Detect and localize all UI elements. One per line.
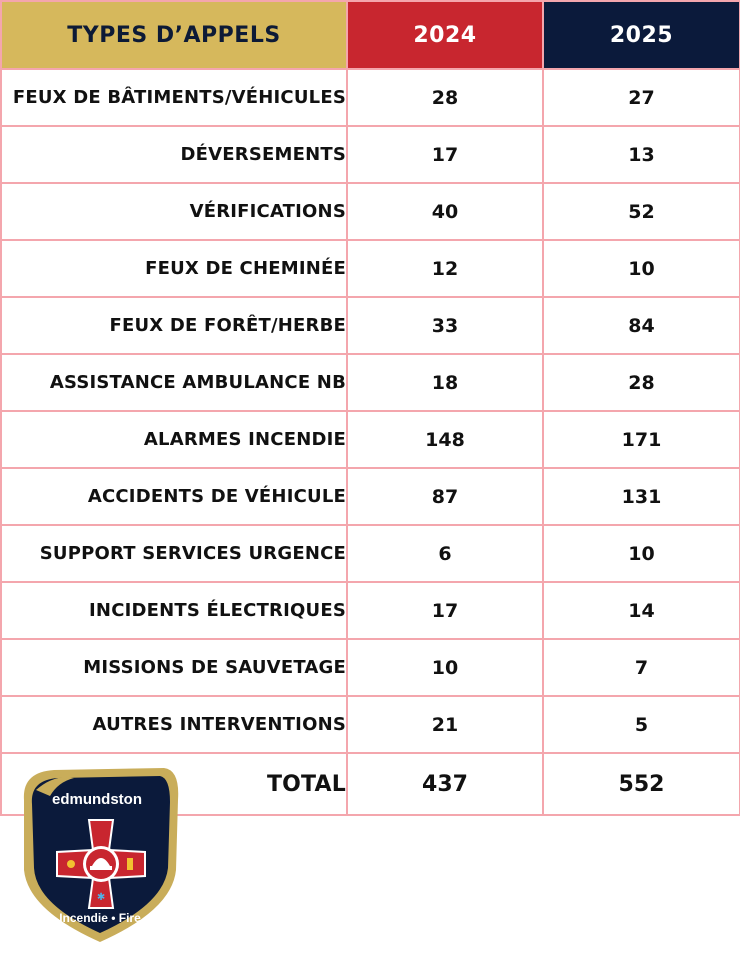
row-label: ACCIDENTS DE VÉHICULE	[1, 468, 347, 525]
row-label: FEUX DE BÂTIMENTS/VÉHICULES	[1, 69, 347, 126]
row-value-2024: 6	[347, 525, 543, 582]
total-2024: 437	[347, 753, 543, 815]
table-row	[1, 126, 740, 183]
row-value-2025: 5	[543, 696, 740, 753]
row-value-2025: 28	[543, 354, 740, 411]
row-label: VÉRIFICATIONS	[1, 183, 347, 240]
table-row	[1, 468, 740, 525]
row-value-2024: 33	[347, 297, 543, 354]
row-label: MISSIONS DE SAUVETAGE	[1, 639, 347, 696]
row-label: INCIDENTS ÉLECTRIQUES	[1, 582, 347, 639]
row-value-2024: 40	[347, 183, 543, 240]
row-value-2024: 148	[347, 411, 543, 468]
row-value-2025: 14	[543, 582, 740, 639]
header-types: TYPES D’APPELS	[1, 1, 347, 69]
row-value-2025: 131	[543, 468, 740, 525]
row-label: ALARMES INCENDIE	[1, 411, 347, 468]
logo-brand-text: edmundston	[52, 791, 142, 808]
row-value-2025: 10	[543, 525, 740, 582]
svg-text:✱: ✱	[96, 892, 106, 903]
table-row	[1, 240, 740, 297]
row-value-2025: 171	[543, 411, 740, 468]
row-value-2024: 28	[347, 69, 543, 126]
row-value-2025: 10	[543, 240, 740, 297]
row-label: FEUX DE FORÊT/HERBE	[1, 297, 347, 354]
row-value-2025: 84	[543, 297, 740, 354]
table-row	[1, 69, 740, 126]
row-label: SUPPORT SERVICES URGENCE	[1, 525, 347, 582]
table-row	[1, 297, 740, 354]
row-value-2025: 27	[543, 69, 740, 126]
row-value-2025: 13	[543, 126, 740, 183]
total-2025: 552	[543, 753, 740, 815]
header-row	[1, 1, 740, 69]
total-label: TOTAL	[1, 753, 347, 815]
row-label: AUTRES INTERVENTIONS	[1, 696, 347, 753]
row-value-2024: 21	[347, 696, 543, 753]
table-row	[1, 696, 740, 753]
table-row	[1, 582, 740, 639]
table-row	[1, 411, 740, 468]
row-value-2024: 17	[347, 582, 543, 639]
header-2025: 2025	[543, 1, 740, 69]
row-label: FEUX DE CHEMINÉE	[1, 240, 347, 297]
table-row	[1, 354, 740, 411]
header-2024: 2024	[347, 1, 543, 69]
row-value-2024: 17	[347, 126, 543, 183]
table-row	[1, 639, 740, 696]
row-value-2024: 18	[347, 354, 543, 411]
row-label: ASSISTANCE AMBULANCE NB	[1, 354, 347, 411]
row-value-2025: 52	[543, 183, 740, 240]
table-row	[1, 183, 740, 240]
row-value-2024: 12	[347, 240, 543, 297]
row-value-2025: 7	[543, 639, 740, 696]
row-value-2024: 87	[347, 468, 543, 525]
edmundston-fire-logo	[14, 760, 184, 946]
row-value-2024: 10	[347, 639, 543, 696]
table-row	[1, 525, 740, 582]
row-label: DÉVERSEMENTS	[1, 126, 347, 183]
logo-caption-text: Incendie • Fire	[59, 911, 141, 925]
